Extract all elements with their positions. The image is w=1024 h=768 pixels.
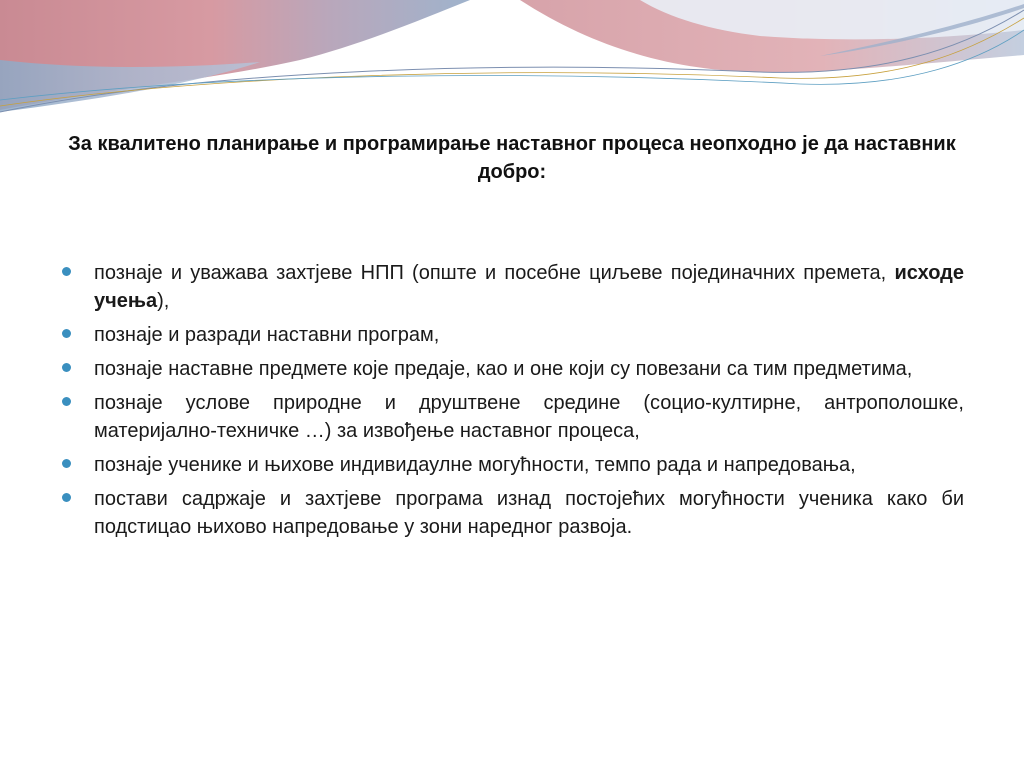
list-item [58, 355, 964, 383]
list-item [58, 389, 964, 445]
bullet-icon [62, 329, 71, 338]
list-item [58, 485, 964, 541]
bullet-list [58, 259, 964, 547]
list-item-text: познаје ученике и њихове индивидаулне могућности, темпо рада и напредовања, [94, 454, 856, 476]
list-item [58, 259, 964, 315]
bullet-icon [62, 493, 71, 502]
header-wave-decoration [0, 0, 1024, 120]
slide-title: За квалитено планирање и програмирање наставног процеса неопходно је да наставник добро: [68, 133, 956, 183]
list-item-text-after: ), [157, 290, 170, 312]
list-item-text: постави садржаје и захтјеве програма изнад постојећих могућности ученика како би подстицао њихово напредовање у зони наредног развоја. [94, 488, 964, 538]
list-item-text: познаје и разради наставни програм, [94, 324, 440, 346]
list-item-text: познаје и уважава захтјеве НПП (опште и посебне циљеве појединачних премета, [94, 262, 895, 284]
list-item-text: познаје услове природне и друштвене средине (социо-култиpне, антрополошке, материјално-техничке …) за извођење наставног процеса, [94, 392, 964, 442]
bullet-icon [62, 363, 71, 372]
list-item-bold-text: исходе учења [94, 262, 964, 312]
list-item [58, 321, 964, 349]
bullet-icon [62, 397, 71, 406]
bullet-icon [62, 459, 71, 468]
list-item [58, 451, 964, 479]
list-item-text: познаје наставне предмете које предаје, као и оне који су повезани са тим предметима, [94, 358, 913, 380]
bullet-icon [62, 267, 71, 276]
